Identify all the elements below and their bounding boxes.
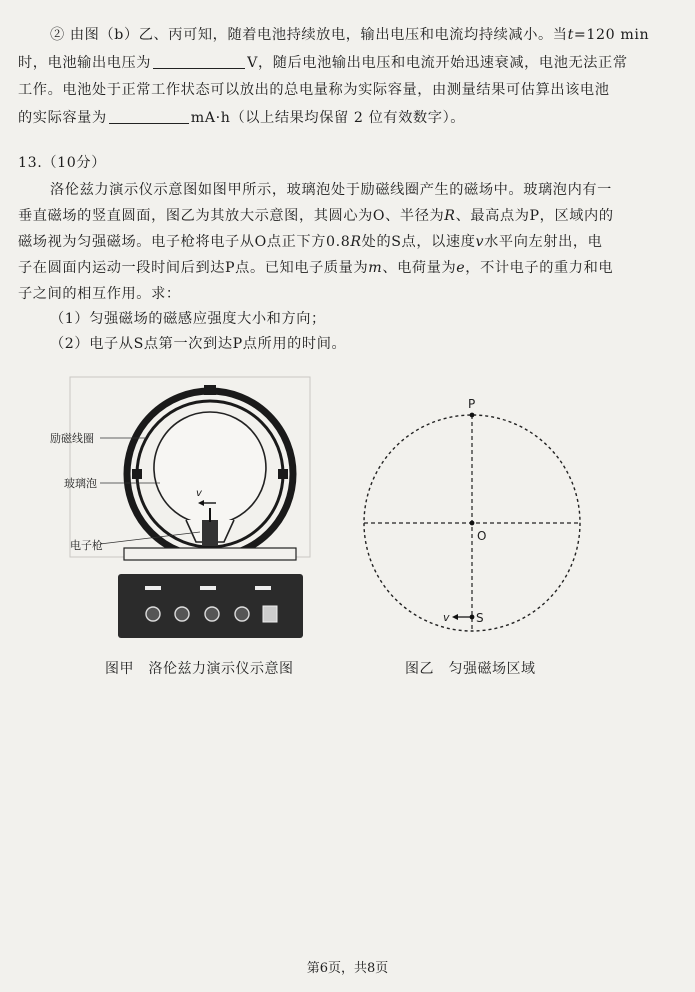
q13-text-3a: 磁场视为匀强磁场。电子枪将电子从O点正下方0.8 (18, 234, 351, 250)
answer-blank-voltage[interactable] (153, 54, 245, 69)
knob-3 (205, 607, 219, 621)
switch-2 (200, 586, 216, 590)
q13-subquestion-2 (50, 333, 346, 353)
electron-gun-body (202, 520, 218, 546)
velocity-vector-head (452, 614, 458, 620)
part-b-line-4 (18, 107, 465, 127)
switch-1 (145, 586, 161, 590)
coil-clamp-top (204, 385, 216, 395)
q13-line-1 (50, 179, 612, 199)
coil-clamp-left (132, 469, 142, 479)
part-b-line-1 (50, 24, 649, 44)
q13-text-3b: 处的S点，以速度 (361, 234, 476, 250)
var-t: t (567, 27, 574, 43)
q13-line-5 (18, 283, 181, 303)
page-footer: 第6页，共8页 (306, 961, 389, 976)
q13-text-4a: 子在圆面内运动一段时间后到达P点。已知电子质量为 (18, 260, 369, 276)
q13-text-2b: 、最高点为P，区域内的 (455, 208, 614, 224)
q13-line-3 (18, 231, 602, 251)
part-b-text-2a: 时，电池输出电压为 (18, 55, 152, 71)
point-P (470, 413, 475, 418)
label-S: S (476, 611, 484, 625)
coil-clamp-right (278, 469, 288, 479)
part-b-text-3: 工作。电池处于正常工作状态可以放出的总电量称为实际容量，由测量结果可估算出该电池 (18, 82, 610, 98)
subquestion-1-text: （1）匀强磁场的磁感应强度大小和方向； (50, 311, 326, 327)
var-R: R (444, 208, 456, 224)
var-m: m (368, 260, 383, 276)
velocity-label: v (196, 488, 202, 499)
figure-a-apparatus (50, 372, 320, 652)
label-P: P (468, 397, 476, 411)
q13-line-4 (18, 257, 613, 277)
q13-text-2a: 垂直磁场的竖直圆面，图乙为其放大示意图，其圆心为O、半径为 (18, 208, 445, 224)
q13-line-2 (18, 205, 614, 225)
question-number: 13.（10分） (18, 155, 106, 171)
part-b-text-1a: ② 由图（b）乙、丙可知，随着电池持续放电，输出电压和电流均持续减小。当 (50, 27, 568, 43)
figure-b-field-region (360, 392, 590, 637)
point-O (470, 521, 475, 526)
glass-bulb (154, 412, 266, 524)
q13-text-1: 洛伦兹力演示仪示意图如图甲所示，玻璃泡处于励磁线圈产生的磁场中。玻璃泡内有一 (50, 182, 612, 198)
part-b-text-4a: 的实际容量为 (18, 110, 107, 126)
label-bulb: 玻璃泡 (64, 477, 97, 490)
q13-subquestion-1 (50, 308, 326, 328)
figure-a-caption: 图甲 洛伦兹力演示仪示意图 (105, 661, 294, 677)
part-b-text-2b: V，随后电池输出电压和电流开始迅速衰减，电池无法正常 (247, 55, 628, 71)
var-v: v (475, 234, 485, 250)
knob-4 (235, 607, 249, 621)
q13-text-3c: 水平向左射出，电 (484, 234, 603, 250)
power-socket (263, 606, 277, 622)
var-e: e (456, 260, 466, 276)
answer-blank-capacity[interactable] (109, 109, 189, 124)
var-R2: R (350, 234, 362, 250)
switch-3 (255, 586, 271, 590)
label-O: O (477, 529, 487, 543)
part-b-line-3 (18, 79, 610, 99)
knob-2 (175, 607, 189, 621)
q13-text-4b: 、电荷量为 (382, 260, 457, 276)
part-b-text-1b: =120 min (573, 27, 650, 43)
base-top-plate (124, 548, 296, 560)
part-b-line-2 (18, 52, 628, 72)
subquestion-2-text: （2）电子从S点第一次到达P点所用的时间。 (50, 336, 347, 352)
part-b-text-4b: mA·h（以上结果均保留 2 位有效数字）。 (190, 110, 466, 126)
q13-text-4c: ，不计电子的重力和电 (465, 260, 614, 276)
figure-b-caption: 图乙 匀强磁场区域 (405, 661, 536, 677)
label-coil: 励磁线圈 (50, 432, 94, 445)
label-v: v (443, 611, 450, 624)
knob-1 (146, 607, 160, 621)
q13-text-5: 子之间的相互作用。求： (18, 286, 181, 302)
label-gun: 电子枪 (70, 539, 103, 552)
question-13-header (18, 152, 106, 172)
